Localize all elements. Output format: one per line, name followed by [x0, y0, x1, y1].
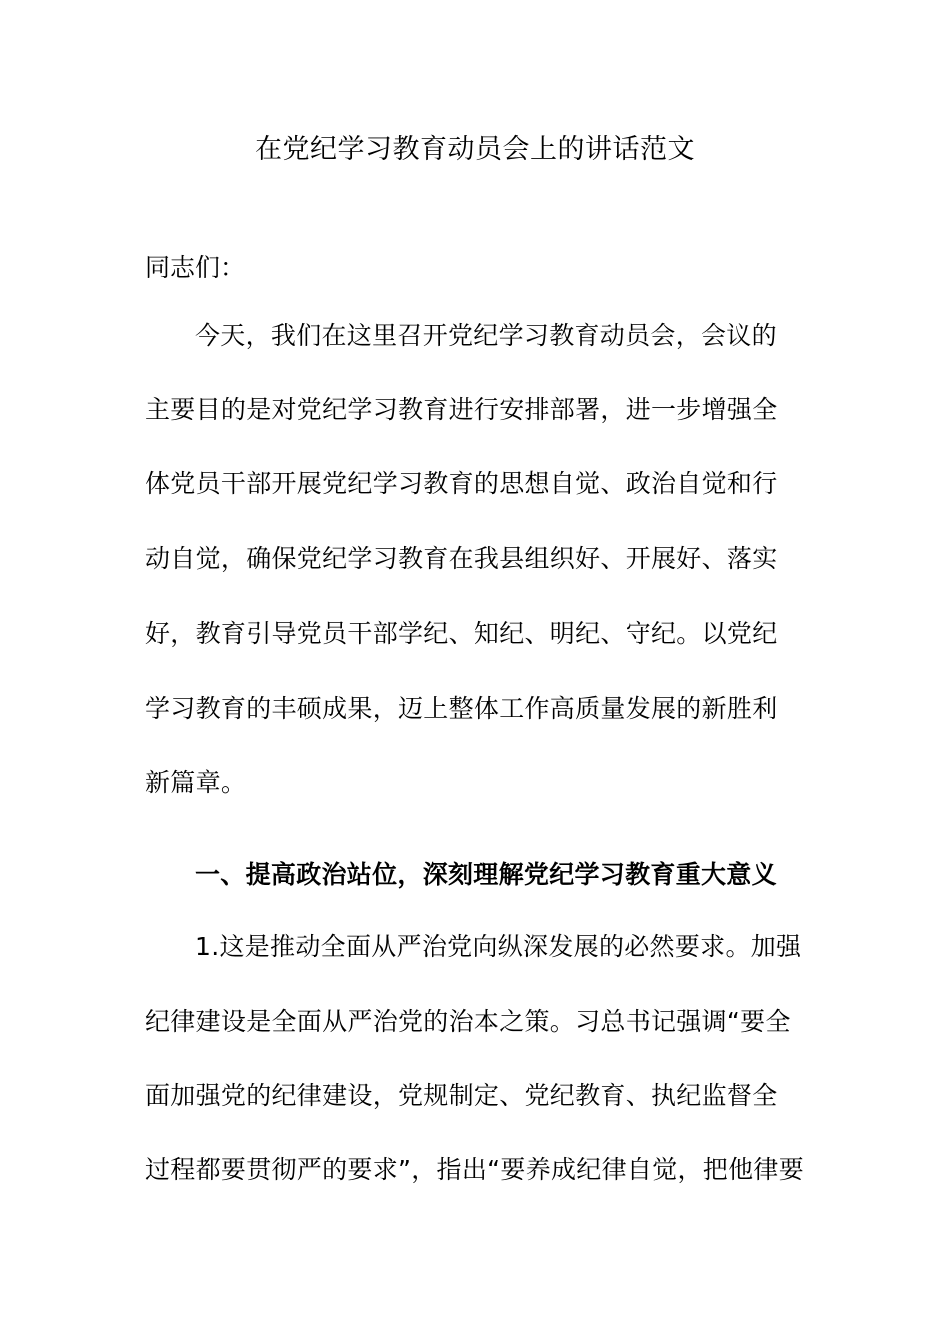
paragraph-line: 体党员干部开展党纪学习教育的思想自觉、政治自觉和行	[145, 469, 778, 498]
paragraph-line: 新篇章。	[145, 768, 247, 797]
paragraph-line: 学习教育的丰硕成果，迈上整体工作高质量发展的新胜利	[145, 694, 778, 723]
paragraph-line: 主要目的是对党纪学习教育进行安排部署，进一步增强全	[145, 395, 778, 424]
salutation: 同志们：	[145, 253, 246, 282]
paragraph-line: 动自觉，确保党纪学习教育在我县组织好、开展好、落实	[145, 544, 778, 573]
paragraph-line: 纪律建设是全面从严治党的治本之策。习总书记强调“要全	[145, 1007, 791, 1036]
section-heading: 一、提高政治站位，深刻理解党纪学习教育重大意义	[195, 860, 777, 889]
paragraph-line: 好，教育引导党员干部学纪、知纪、明纪、守纪。以党纪	[145, 619, 778, 648]
paragraph-line: 面加强党的纪律建设，党规制定、党纪教育、执纪监督全	[145, 1081, 778, 1110]
paragraph-line: 1.这是推动全面从严治党向纵深发展的必然要求。加强	[195, 932, 802, 961]
paragraph-line: 今天，我们在这里召开党纪学习教育动员会，会议的	[195, 321, 777, 350]
paragraph-line: 过程都要贯彻严的要求”，指出“要养成纪律自觉，把他律要	[145, 1155, 805, 1184]
document-title: 在党纪学习教育动员会上的讲话范文	[255, 134, 695, 165]
